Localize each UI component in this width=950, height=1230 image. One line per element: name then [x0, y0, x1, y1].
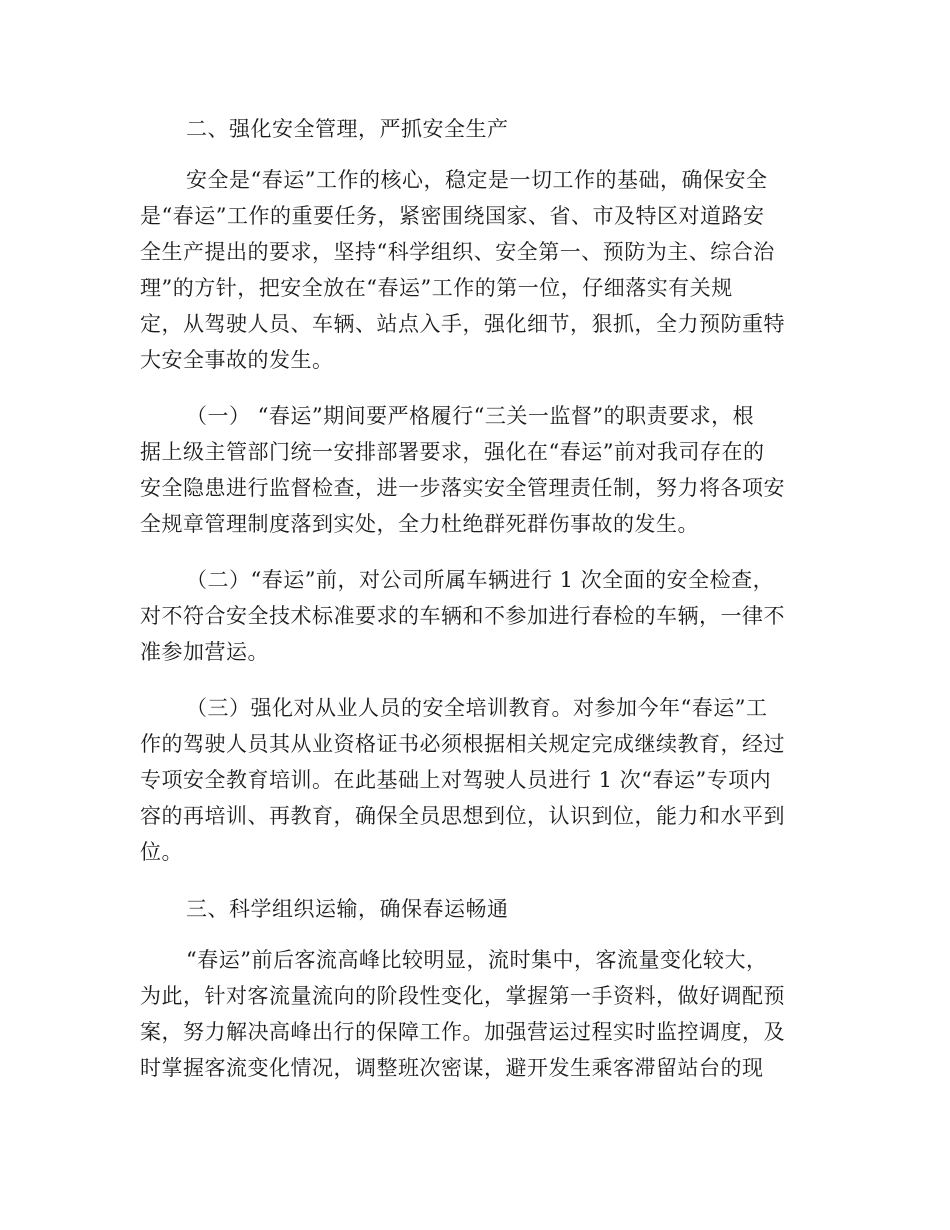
paragraph-line: 专项安全教育培训。在此基础上对驾驶人员进行 1 次“春运”专项内	[140, 768, 772, 792]
paragraph-line: 作的驾驶人员其从业资格证书必须根据相关规定完成继续教育，经过	[140, 732, 785, 756]
paragraph-line: 是“春运”工作的重要任务，紧密围绕国家、省、市及特区对道路安	[140, 204, 765, 228]
paragraph-line: 对不符合安全技术标准要求的车辆和不参加进行春检的车辆，一律不	[140, 604, 785, 628]
section-heading-2: 二、强化安全管理，严抓安全生产	[186, 117, 509, 141]
section-heading-3: 三、科学组织运输，确保春运畅通	[186, 897, 509, 921]
paragraph-line: 安全隐患进行监督检查，进一步落实安全管理责任制，努力将各项安	[140, 476, 785, 500]
paragraph-line: 为此，针对客流量流向的阶段性变化，掌握第一手资料，做好调配预	[140, 984, 785, 1008]
paragraph-line: 大安全事故的发生。	[140, 348, 334, 372]
paragraph-line: 定，从驾驶人员、车辆、站点入手，强化细节，狠抓，全力预防重特	[140, 312, 785, 336]
paragraph-line: 位。	[140, 840, 183, 864]
paragraph-line: 容的再培训、再教育，确保全员思想到位，认识到位，能力和水平到	[140, 804, 785, 828]
paragraph-line: 理”的方针，把安全放在“春运”工作的第一位，仔细落实有关规	[140, 276, 733, 300]
paragraph-line: 全规章管理制度落到实处，全力杜绝群死群伤事故的发生。	[140, 512, 699, 536]
paragraph-line: 案，努力解决高峰出行的保障工作。加强营运过程实时监控调度，及	[140, 1020, 785, 1044]
paragraph-line: “春运”前后客流高峰比较明显，流时集中，客流量变化较大，	[186, 948, 768, 972]
paragraph-line: （三）强化对从业人员的安全培训教育。对参加今年“春运”工	[186, 696, 768, 720]
paragraph-line: （二）“春运”前，对公司所属车辆进行 1 次全面的安全检查，	[186, 568, 775, 592]
paragraph-line: 准参加营运。	[140, 640, 269, 664]
paragraph-line: 时掌握客流变化情况，调整班次密谋，避开发生乘客滞留站台的现	[140, 1056, 764, 1080]
paragraph-line: （一） “春运”期间要严格履行“三关一监督”的职责要求，根	[186, 404, 755, 428]
paragraph-line: 全生产提出的要求，坚持“科学组织、安全第一、预防为主、综合治	[140, 240, 775, 264]
paragraph-line: 安全是“春运”工作的核心，稳定是一切工作的基础，确保安全	[186, 168, 768, 192]
paragraph-line: 据上级主管部门统一安排部署要求，强化在“春运”前对我司存在的	[140, 440, 765, 464]
